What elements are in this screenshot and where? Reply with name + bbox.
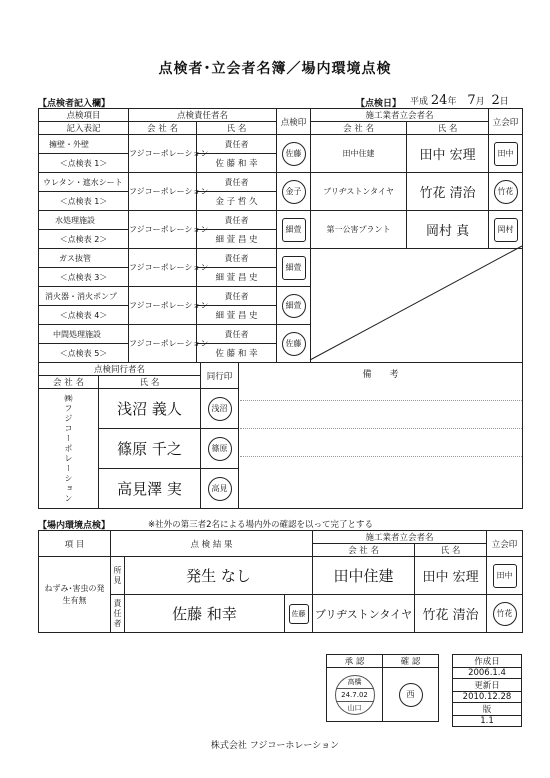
inspector-seal: 細萱 [277, 249, 311, 287]
witness-seal: 岡村 [489, 211, 523, 249]
env-header-result: 点 検 結 果 [111, 531, 313, 557]
env-row-item: ねずみ･害虫の発生有無 [39, 557, 111, 633]
confirm-stamp: 西 [383, 668, 439, 722]
list-item: ㈱フジコーポレーション 浅沼 義人 浅沼 [39, 389, 523, 429]
table-row: 水処理施設 フジコーポレーション 責任者 細萱 第一公害プラント 岡村 真 岡村 [39, 211, 523, 230]
inspector-seal: 佐藤 [277, 135, 311, 173]
env-header-contractor: 施工業者立会者名 [313, 531, 487, 544]
page-title: 点検者･立会者名簿／場内環境点検 [158, 61, 392, 77]
header-item: 点検項目 [39, 109, 129, 122]
table-row: ねずみ･害虫の発生有無 所見 発生 なし 田中住建 田中 宏理 田中 [39, 557, 523, 595]
header-form: 記入表記 [39, 122, 129, 135]
table-row: 責任者 佐藤 和幸 佐藤 ブリヂストンタイヤ 竹花 清治 竹花 [39, 595, 523, 633]
list-item: 篠原 千之 篠原 [39, 429, 523, 469]
env-header-c-name: 氏 名 [415, 544, 487, 557]
table-row: 擁壁・外壁 フジコーポレーション 責任者 佐藤 田中住建 田中 宏理 田中 [39, 135, 523, 154]
revision-box: 作成日 2006.1.4 更新日 2010.12.28 版 1.1 [452, 654, 522, 727]
table-row: 消火器・消火ポンプ フジコーポレーション 責任者 細萱 [39, 287, 523, 306]
section-note: ※社外の第三者2名による場内外の確認を以って完了とする [148, 520, 374, 530]
header-c-company: 会 社 名 [311, 122, 407, 135]
env-header-c-company: 会 社 名 [313, 544, 415, 557]
section-label-environment: 【場内環境点検】 [38, 521, 111, 531]
inspection-date: 平成 24年 7月 2日 [410, 93, 509, 108]
list-item: 高見澤 実 高見 [39, 469, 523, 509]
table-row: ウレタン・遮水シート フジコーポレーション 責任者 金子 ブリヂストンタイヤ 竹花 清治 竹花 [39, 173, 523, 192]
accompany-table [38, 362, 523, 509]
table-row: 中間処理施設 フジコーポレーション 責任者 佐藤 [39, 325, 523, 344]
approve-header: 承 認 [327, 655, 383, 668]
accompany-name-header: 氏 名 [99, 376, 201, 389]
header-seal: 点検印 [277, 109, 311, 135]
footer-company: 株式会社 フジコーホレーション [210, 741, 340, 751]
accompany-company-header: 会 社 名 [39, 376, 99, 389]
accompany-seal-header: 同行印 [201, 363, 239, 389]
inspection-date-label: 【点検日】 [356, 99, 402, 109]
header-name: 氏 名 [197, 122, 277, 135]
approval-box [326, 654, 439, 722]
inspector-seal: 細萱 [277, 287, 311, 325]
confirm-header: 確 認 [383, 655, 439, 668]
approve-stamp: 高橋 24.7.02 山口 [327, 668, 383, 722]
inspector-seal: 細萱 [277, 211, 311, 249]
header-c-name: 氏 名 [407, 122, 489, 135]
inspector-seal: 佐藤 [277, 325, 311, 363]
strike-line [310, 246, 522, 360]
remarks-cell: 備 考 [239, 363, 523, 509]
section-label-inspector: 【点検者記入欄】 [38, 99, 111, 109]
env-finding: 発生 なし [125, 557, 313, 595]
header-contractor: 施工業者立会者名 [311, 109, 489, 122]
header-company: 会 社 名 [129, 122, 197, 135]
env-chief: 佐藤 和幸 [125, 595, 285, 633]
header-responsible: 点検責任者名 [129, 109, 277, 122]
accompany-label: 点検同行者名 [39, 363, 201, 376]
witness-seal: 竹花 [489, 173, 523, 211]
table-row: ガス抜管 フジコーポレーション 責任者 細萱 [39, 249, 523, 268]
inspector-table: 点検項目 点検責任者名 点検印 施工業者立会者名 立会印 記入表記 会 社 名 氏 名 会 社 名 氏 名 擁壁・外壁 フジコーポレーション 責任者 佐藤 田中住建 田中 宏理 田中 ＜点検表 1＞ 佐 藤 和 幸 ウレタン・遮水シート フジコーポレーション 責任者 金子 ブリヂストンタイヤ 竹花 清治 竹花 ＜点検表 1＞ 金 子 哲 久 水処理施設 フジコーポレーション 責任者 細萱 第一公害プラント 岡村 真 岡村 ＜点検表 2＞ 細 萱 昌 史 ガス抜管 フジコーポレーション 責任者 細萱 ＜点検表 3＞ 細 萱 昌 史 消火器・消火ポンプ フジコーポレーション 責任者 細萱 ＜点検表 4＞ 細 萱 昌 史 中間処理施設 フジコーポレーション 責任者 佐藤 ＜点検表 5＞ 佐 藤 和 幸 [38, 108, 523, 363]
env-header-item: 項 目 [39, 531, 111, 557]
witness-seal: 田中 [489, 135, 523, 173]
accompany-company: ㈱フジコーポレーション [39, 389, 99, 509]
header-witness: 立会印 [489, 109, 523, 135]
env-header-witness: 立会印 [487, 531, 523, 557]
inspector-seal: 金子 [277, 173, 311, 211]
environment-table [38, 530, 523, 633]
